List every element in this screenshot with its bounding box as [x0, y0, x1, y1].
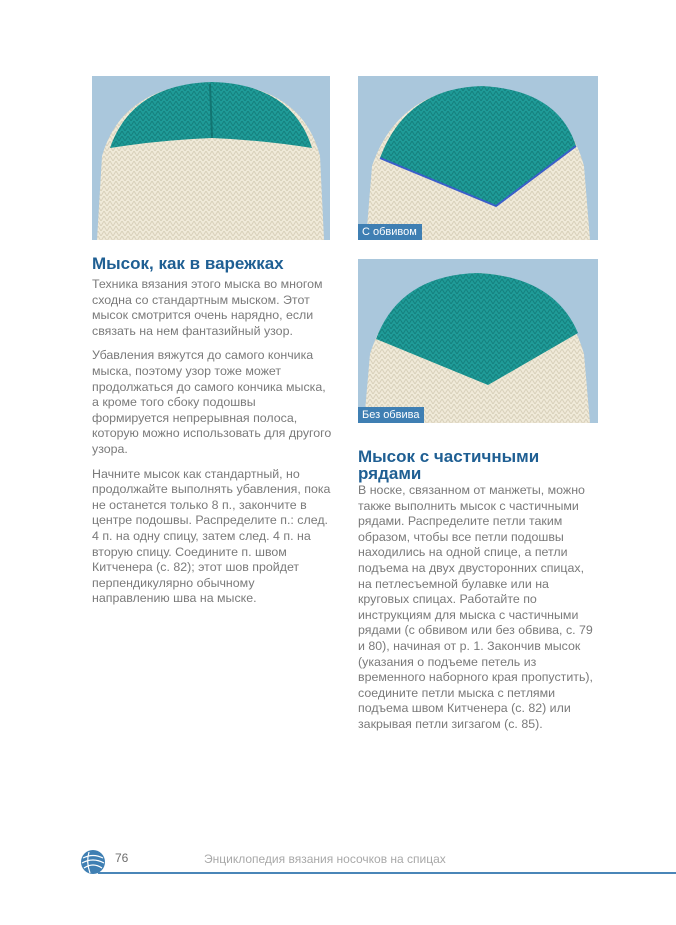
paragraph: Убавления вяжутся до самого кончика мыска, поэтому узор тоже может продолжаться до самого кончика мыска, а кроме того сбоку подошвы формируется непрерывная полоса, которую можно использовать для другого узора.	[92, 348, 332, 456]
paragraph: В носке, связанном от манжеты, можно также выполнить мысок с частичными рядами. Распределите петли таким образом, чтобы все петли подошвы находились на одной спице, а петли подъема на двух двусторонних спицах, на петлесъемной булавке или на круговых спицах. Работайте по инструкциям для мыска с частичными рядами (с обвивом или без обвива, с. 79 и 80), начиная от р. 1. Закончив мысок (указания о подъеме петель из временного наборного края пропустить), соедините петли мыска с петлями подъема швом Китченера (с. 82) или закрывая петли зигзагом (с. 85).	[358, 483, 593, 731]
page-number: 76	[115, 851, 129, 865]
book-title: Энциклопедия вязания носочков на спицах	[204, 852, 446, 866]
section-body	[92, 277, 332, 616]
photo-toe-with-wrap	[358, 76, 598, 240]
page-footer	[80, 843, 676, 883]
knitted-toe-image	[92, 76, 330, 240]
photo-toe-without-wrap	[358, 259, 598, 423]
paragraph: Начните мысок как стандартный, но продолжайте выполнять убавления, пока не останется только 8 п., закончите в центре подошвы. Распределите п.: след. 4 п. на одну спицу, затем след. 4 п. на вторую спицу. Соедините п. швом Китченера (с. 82); этот шов пройдет перпендикулярно обычному направлению шва на мыске.	[92, 466, 331, 606]
footer-rule	[98, 872, 676, 874]
photo-mitten-toe	[92, 76, 330, 240]
photo-caption: Без обвива	[358, 407, 424, 423]
photo-caption: С обвивом	[358, 224, 422, 240]
section-body	[358, 483, 598, 733]
section-heading: Мысок с частичными рядами	[358, 447, 540, 483]
knitted-toe-image	[358, 259, 598, 423]
section-heading: Мысок, как в варежках	[92, 254, 284, 273]
knitted-toe-image	[358, 76, 598, 240]
paragraph: Техника вязания этого мыска во многом сходна со стандартным мыском. Этот мысок смотрится очень нарядно, если связать на нем фантазийный узор.	[92, 277, 323, 338]
